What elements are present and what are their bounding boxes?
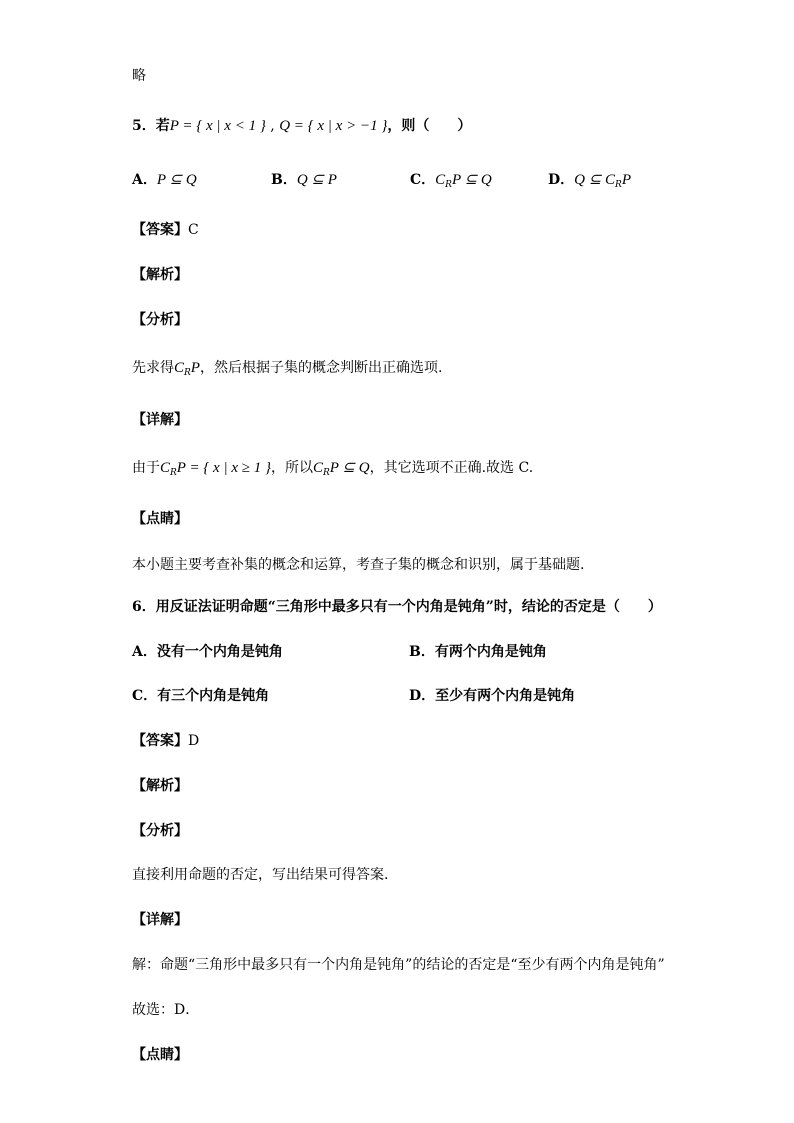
question-5-options <box>132 170 692 192</box>
xj-expr1: P = { x | x ≥ 1 } <box>176 460 271 476</box>
answer-value: C <box>188 222 199 238</box>
option-label: A． <box>132 172 157 188</box>
xiangjie-6-text: 解：命题“三角形中最多只有一个内角是钝角”的结论的否定是“至少有两个内角是钝角” <box>132 957 665 973</box>
option-label: B． <box>409 644 435 660</box>
option-a[interactable] <box>132 642 283 662</box>
option-text: 没有一个内角是钝角 <box>156 644 283 660</box>
option-expr-sub: R <box>615 180 622 190</box>
option-b[interactable] <box>271 170 337 190</box>
option-label: B． <box>271 172 297 188</box>
xj-expr2: P ⊆ Q <box>329 460 370 476</box>
question-5-title <box>132 116 471 136</box>
answer-label: 【答案】 <box>132 733 188 749</box>
xj-post: ，其它选项不正确.故选 C. <box>369 460 534 476</box>
conclusion-6: 故选：D． <box>132 1002 200 1018</box>
option-expr-sub: R <box>445 180 452 190</box>
option-label: A． <box>132 644 157 660</box>
option-d[interactable] <box>409 686 575 706</box>
option-expr: P ⊆ Q <box>156 172 197 188</box>
fenxi-p: P <box>190 360 200 376</box>
question-6-options-row2 <box>132 686 692 708</box>
option-label: D． <box>548 172 575 188</box>
xiangjie-5-label: 【详解】 <box>132 412 188 428</box>
option-d[interactable] <box>548 170 631 195</box>
option-expr-rest: P <box>621 172 631 188</box>
set-separator: , <box>265 118 280 134</box>
xiangjie-6-label: 【详解】 <box>132 912 188 928</box>
option-expr-c: C <box>435 172 446 188</box>
fenxi-pre: 先求得 <box>132 360 174 376</box>
fenxi-5-text <box>132 358 442 383</box>
option-a[interactable] <box>132 170 197 190</box>
xj-pre: 由于 <box>132 460 160 476</box>
answer-value: D <box>188 733 200 749</box>
question-6-title: 6．用反证法证明命题“三角形中最多只有一个内角是钝角”时，结论的否定是（ ） <box>132 599 662 615</box>
xj-mid: ，所以 <box>270 460 313 476</box>
dianjing-5-label: 【点睛】 <box>132 511 188 527</box>
question-5-tail: ，则（ ） <box>387 118 472 134</box>
set-q-definition: Q = { x | x > −1 } <box>279 118 388 134</box>
xiangjie-5-text <box>132 458 533 483</box>
option-text: 有三个内角是钝角 <box>157 688 270 704</box>
fenxi-6-text: 直接利用命题的否定，写出结果可得答案. <box>132 867 389 883</box>
fenxi-c: C <box>174 360 185 376</box>
dianjing-6-label: 【点睛】 <box>132 1047 188 1063</box>
option-expr: Q ⊆ P <box>296 172 337 188</box>
section-note: 略 <box>132 68 146 84</box>
option-c[interactable] <box>410 170 492 195</box>
option-b[interactable] <box>409 642 547 662</box>
option-label: C． <box>410 172 436 188</box>
xj-sub2: R <box>323 468 330 478</box>
answer-5 <box>132 220 199 240</box>
question-5-number: 5．若 <box>132 118 170 134</box>
xj-sub1: R <box>170 468 177 478</box>
fenxi-6-label: 【分析】 <box>132 823 188 839</box>
option-expr-rest: P ⊆ Q <box>451 172 492 188</box>
option-text: 有两个内角是钝角 <box>434 644 547 660</box>
answer-6 <box>132 731 199 751</box>
analysis-6-label: 【解析】 <box>132 778 188 794</box>
option-label: D． <box>409 688 436 704</box>
dianjing-5-text: 本小题主要考查补集的概念和运算，考查子集的概念和识别，属于基础题. <box>132 557 585 573</box>
option-label: C． <box>132 688 158 704</box>
question-6-options-row1 <box>132 642 692 664</box>
xj-c2: C <box>312 460 323 476</box>
option-c[interactable] <box>132 686 269 706</box>
option-text: 至少有两个内角是钝角 <box>435 688 576 704</box>
fenxi-post: ，然后根据子集的概念判断出正确选项. <box>199 360 443 376</box>
fenxi-sub: R <box>184 368 191 378</box>
xj-c1: C <box>160 460 171 476</box>
option-expr-pre: Q ⊆ C <box>574 172 616 188</box>
answer-label: 【答案】 <box>132 222 188 238</box>
analysis-5-label: 【解析】 <box>132 267 188 283</box>
set-p-definition: P = { x | x < 1 } <box>169 118 266 134</box>
fenxi-5-label: 【分析】 <box>132 312 188 328</box>
